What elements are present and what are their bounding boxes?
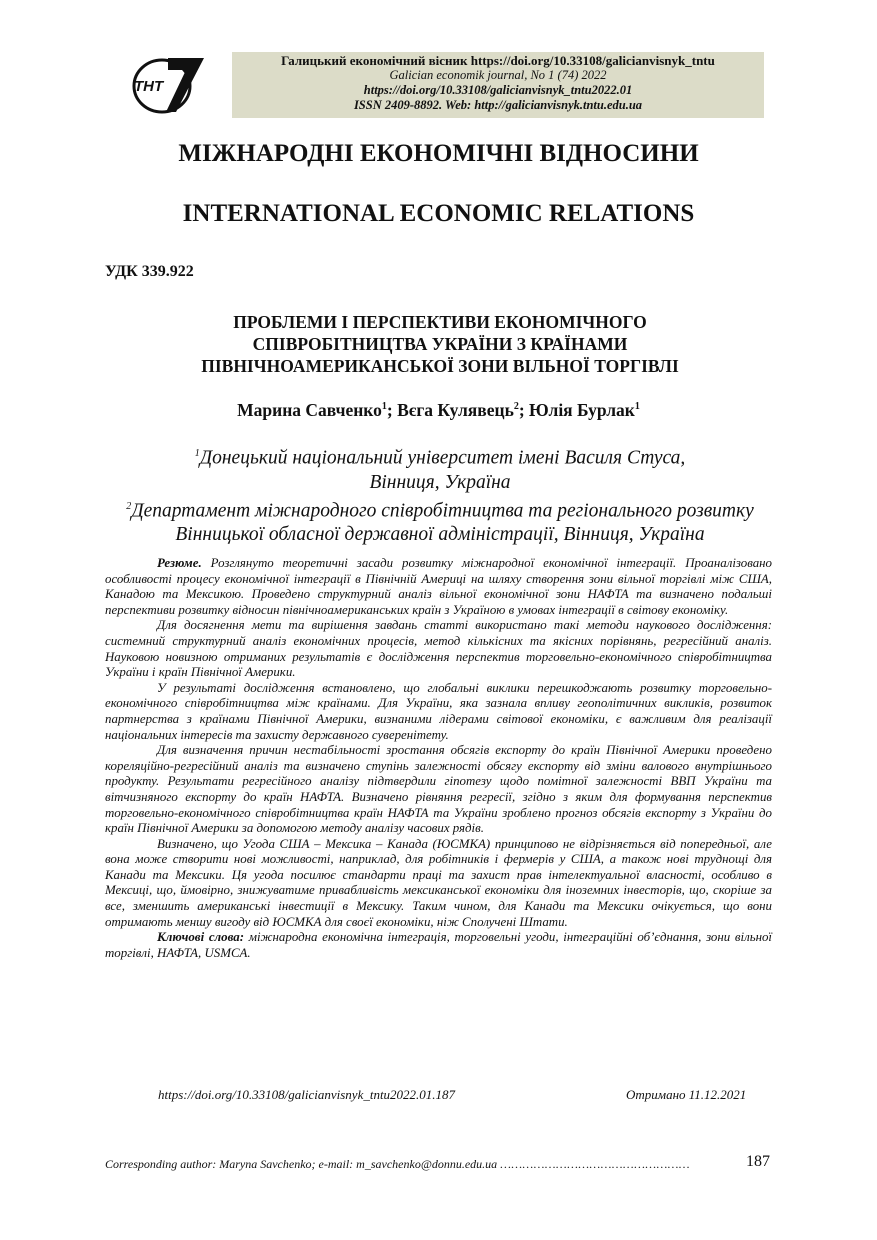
author-1-affiliation: 1 — [381, 401, 387, 413]
article-doi-link[interactable]: https://doi.org/10.33108/galicianvisnyk_tntu2022.01.187 — [158, 1087, 456, 1102]
author-3-affiliation: 1 — [634, 401, 640, 413]
author-3: Юлія Бурлак — [529, 400, 635, 420]
affiliation-2-marker: 2 — [126, 500, 132, 512]
section-title-en: INTERNATIONAL ECONOMIC RELATIONS — [182, 200, 695, 227]
svg-text:ТНТ: ТНТ — [134, 78, 164, 95]
abstract-label: Резюме. — [157, 556, 202, 570]
journal-logo — [128, 52, 206, 116]
udk-code: УДК 339.922 — [105, 263, 194, 280]
footer — [105, 1157, 772, 1172]
affiliations — [80, 442, 800, 547]
abstract-paragraph-4: Для визначення причин нестабільності зростання обсягів експорту до країн Північної Америки проведено кореляційно-регресійний аналіз та визначено ступінь залежності обсягу експорту від зміни валового внутрішнього продукту. Результати регресійного аналізу підтвердили гіпотезу щодо помітної залежності ВВП України та вітчизняного експорту до країн НАФТА. Визначено рівняння регресії, згідно з яким для формування перспектив торговельно-економічного співробітництва країн НАФТА та України зроблено прогноз обсягів експорту з України до країн Північної Америки за допомогою методу аналізу часових рядів. — [105, 743, 772, 836]
title-line-2: СПІВРОБІТНИЦТВА УКРАЇНИ З КРАЇНАМИ — [252, 334, 628, 354]
author-2: Вєга Кулявець — [397, 400, 514, 420]
received-date: Отримано 11.12.2021 — [626, 1087, 747, 1102]
keywords-label: Ключові слова: — [157, 930, 245, 945]
keywords — [105, 930, 772, 961]
header-line-2: Galician economik journal, No 1 (74) 2022 — [389, 68, 607, 82]
abstract — [105, 556, 772, 961]
authors — [0, 400, 877, 421]
paper-title — [105, 311, 775, 377]
journal-header — [232, 52, 764, 118]
header-line-3: https://doi.org/10.33108/galicianvisnyk_tntu2022.01 — [363, 83, 633, 97]
affiliation-2-text: Департамент міжнародного співробітництва та регіонального розвитку — [131, 500, 754, 521]
author-separator: ; — [386, 400, 398, 420]
affiliation-2-line-1 — [80, 495, 800, 524]
affiliation-2-line-2: Вінницької обласної державної адміністрації, Вінниця, Україна — [175, 524, 705, 545]
abstract-paragraph-2: Для досягнення мети та вирішення завдань статті використано такі методи наукового дослідження: системний структурний аналіз економічних процесів, метод кількісних та якісних порівнянь, регресійний аналіз. Науковою новизною отриманих результатів є дослідження перспектив торговельно-економічного співробітництва України і країн Північної Америки. — [105, 618, 772, 680]
author-separator: ; — [518, 400, 530, 420]
keywords-text: міжнародна економічна інтеграція, торговельні угоди, інтеграційні об’єднання, зони вільної торгівлі, НАФТА, USMCA. — [105, 930, 772, 960]
section-title-ua: МІЖНАРОДНІ ЕКОНОМІЧНІ ВІДНОСИНИ — [178, 140, 699, 167]
affiliation-1-line-2: Вінниця, Україна — [369, 471, 511, 493]
author-2-affiliation: 2 — [513, 401, 519, 413]
header-line-1: Галицький економічний вісник https://doi.org/10.33108/galicianvisnyk_tntu — [281, 53, 715, 68]
corresponding-author: Corresponding author: Maryna Savchenko; e-mail: m_savchenko@donnu.edu.ua — [105, 1157, 498, 1171]
abstract-paragraph-3: У результаті дослідження встановлено, що глобальні виклики перешкоджають розвитку торговельно-економічного співробітництва між країнами. Для України, яка зазнала впливу геополітичних викликів, розвиток партнерства з країнами Північної Америки, визнаними лідерами світової економіки, є важливим для реалізації національних інтересів та захисту державного суверенітету. — [105, 680, 772, 742]
affiliation-1-marker: 1 — [194, 448, 200, 459]
abstract-paragraph-1 — [105, 556, 772, 618]
header-line-4: ISSN 2409-8892. Web: http://galicianvisnyk.tntu.edu.ua — [353, 98, 643, 112]
affiliation-1-line-1 — [80, 442, 800, 471]
footer-dots: …………………………………………… — [500, 1157, 691, 1171]
abstract-paragraph-5: Визначено, що Угода США – Мексика – Канада (ЮСМКА) принципово не відрізняється від попередньої, але вона може створити нові можливості, наприклад, для робітників і фермерів у США, а також нові труднощі для Канади та Мексики. Ця угода посилює стандарти праці та захист прав інтелектуальної власності, особливо в Мексиці, що, ймовірно, знижуватиме привабливість мексиканської економіки для іноземних інвесторів, що, скоріше за все, зменшить американські інвестиції в Мексику. Таким чином, для Канади та Мексики очікується, що вони отримають меншу вигоду від ЮСМКА для своєї економіки, ніж Сполучені Штати. — [105, 836, 772, 929]
affiliation-1-text: Донецький національний університет імені Василя Стуса, — [199, 447, 686, 469]
title-line-1: ПРОБЛЕМИ І ПЕРСПЕКТИВИ ЕКОНОМІЧНОГО — [233, 312, 647, 332]
author-1: Марина Савченко — [237, 400, 382, 420]
title-line-3: ПІВНІЧНОАМЕРИКАНСЬКОЇ ЗОНИ ВІЛЬНОЇ ТОРГІВЛІ — [201, 356, 679, 376]
page-number: 187 — [746, 1153, 770, 1170]
abstract-text-1: Розглянуто теоретичні засади розвитку міжнародної економічної інтеграції. Проаналізовано особливості процесу економічної інтеграції в Північній Америці на шляху створення зони вільної торгівлі між США, Канадою та Мексикою. Проведено структурний аналіз вільної економічної зони НАФТА та визначено подальші перспективи розвитку відносин північноамериканських країн з Україною в умовах інтеграції в світову економіку. — [105, 556, 772, 617]
